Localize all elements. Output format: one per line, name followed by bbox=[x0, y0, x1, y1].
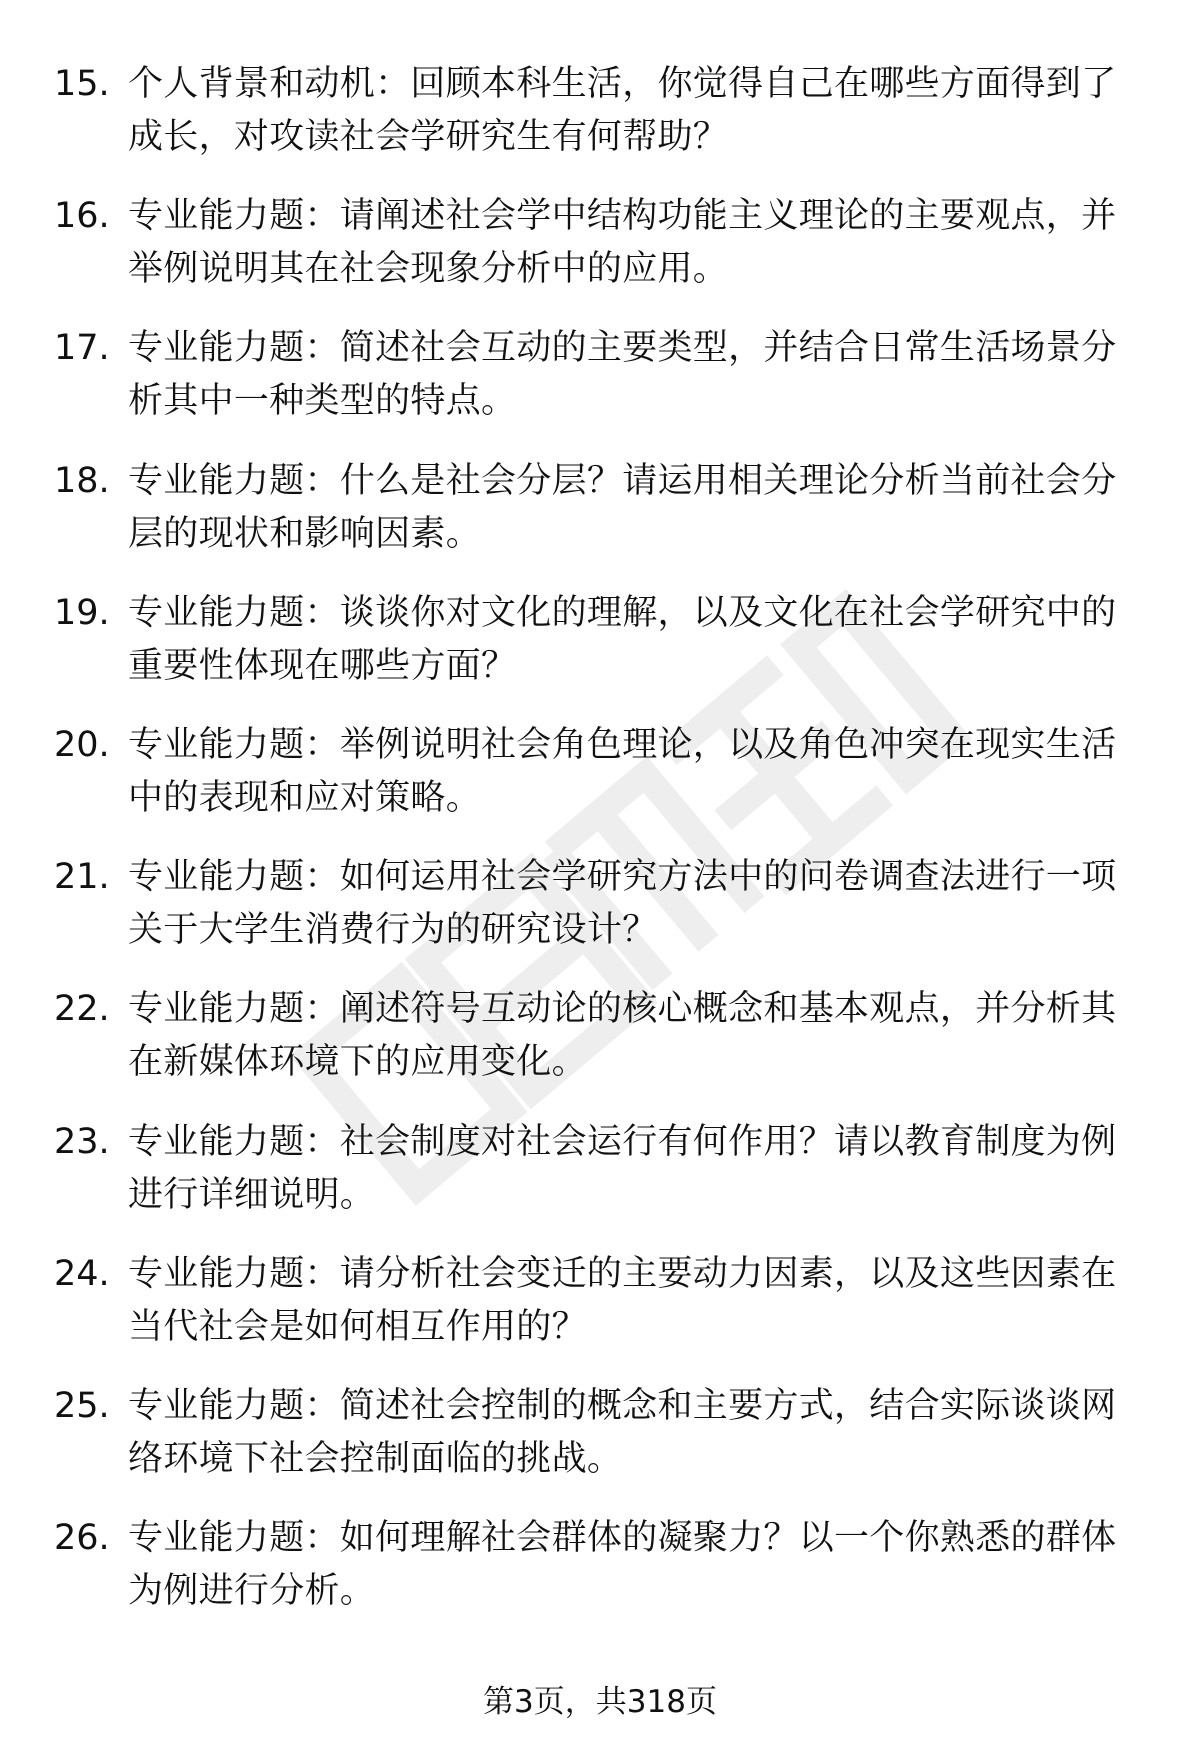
question-number: 25. bbox=[54, 1385, 110, 1426]
question-text: 专业能力题：请分析社会变迁的主要动力因素，以及这些因素在当代社会是如何相互作用的？ bbox=[128, 1253, 1117, 1347]
question-item bbox=[0, 1116, 1200, 1248]
question-number: 26. bbox=[54, 1518, 110, 1559]
question-text: 专业能力题：如何运用社会学研究方法中的问卷调查法进行一项关于大学生消费行为的研究设计？ bbox=[128, 857, 1117, 951]
question-number: 16. bbox=[54, 196, 110, 237]
question-item bbox=[0, 851, 1200, 983]
question-text: 专业能力题：社会制度对社会运行有何作用？请以教育制度为例进行详细说明。 bbox=[128, 1121, 1117, 1215]
question-text: 专业能力题：请阐述社会学中结构功能主义理论的主要观点，并举例说明其在社会现象分析中的应用。 bbox=[128, 196, 1117, 290]
question-text: 专业能力题：如何理解社会群体的凝聚力？以一个你熟悉的群体为例进行分析。 bbox=[128, 1518, 1117, 1612]
question-item bbox=[0, 322, 1200, 454]
question-text: 专业能力题：什么是社会分层？请运用相关理论分析当前社会分层的现状和影响因素。 bbox=[128, 460, 1117, 554]
question-number: 23. bbox=[54, 1121, 110, 1162]
question-number: 19. bbox=[54, 592, 110, 633]
question-item bbox=[0, 190, 1200, 322]
question-item bbox=[0, 58, 1200, 190]
question-list bbox=[0, 58, 1200, 1644]
question-item bbox=[0, 455, 1200, 587]
question-item bbox=[0, 587, 1200, 719]
question-text: 个人背景和动机：回顾本科生活，你觉得自己在哪些方面得到了成长，对攻读社会学研究生有何帮助？ bbox=[128, 64, 1117, 157]
question-item bbox=[0, 1248, 1200, 1380]
question-text: 专业能力题：简述社会互动的主要类型，并结合日常生活场景分析其中一种类型的特点。 bbox=[128, 328, 1117, 422]
question-number: 21. bbox=[54, 857, 110, 898]
question-item bbox=[0, 1380, 1200, 1512]
question-number: 15. bbox=[54, 64, 110, 104]
question-number: 22. bbox=[54, 989, 110, 1030]
question-text: 专业能力题：举例说明社会角色理论，以及角色冲突在现实生活中的表现和应对策略。 bbox=[128, 724, 1117, 818]
question-text: 专业能力题：简述社会控制的概念和主要方式，结合实际谈谈网络环境下社会控制面临的挑战。 bbox=[128, 1385, 1117, 1479]
question-item bbox=[0, 983, 1200, 1115]
question-number: 20. bbox=[54, 724, 110, 765]
question-text: 专业能力题：谈谈你对文化的理解，以及文化在社会学研究中的重要性体现在哪些方面？ bbox=[128, 592, 1117, 686]
question-number: 18. bbox=[54, 460, 110, 501]
question-number: 17. bbox=[54, 328, 110, 369]
question-item bbox=[0, 1512, 1200, 1644]
page-number-footer: 第3页，共318页 bbox=[483, 1684, 717, 1720]
question-text: 专业能力题：阐述符号互动论的核心概念和基本观点，并分析其在新媒体环境下的应用变化。 bbox=[128, 989, 1117, 1083]
question-number: 24. bbox=[54, 1253, 110, 1294]
question-item bbox=[0, 719, 1200, 851]
